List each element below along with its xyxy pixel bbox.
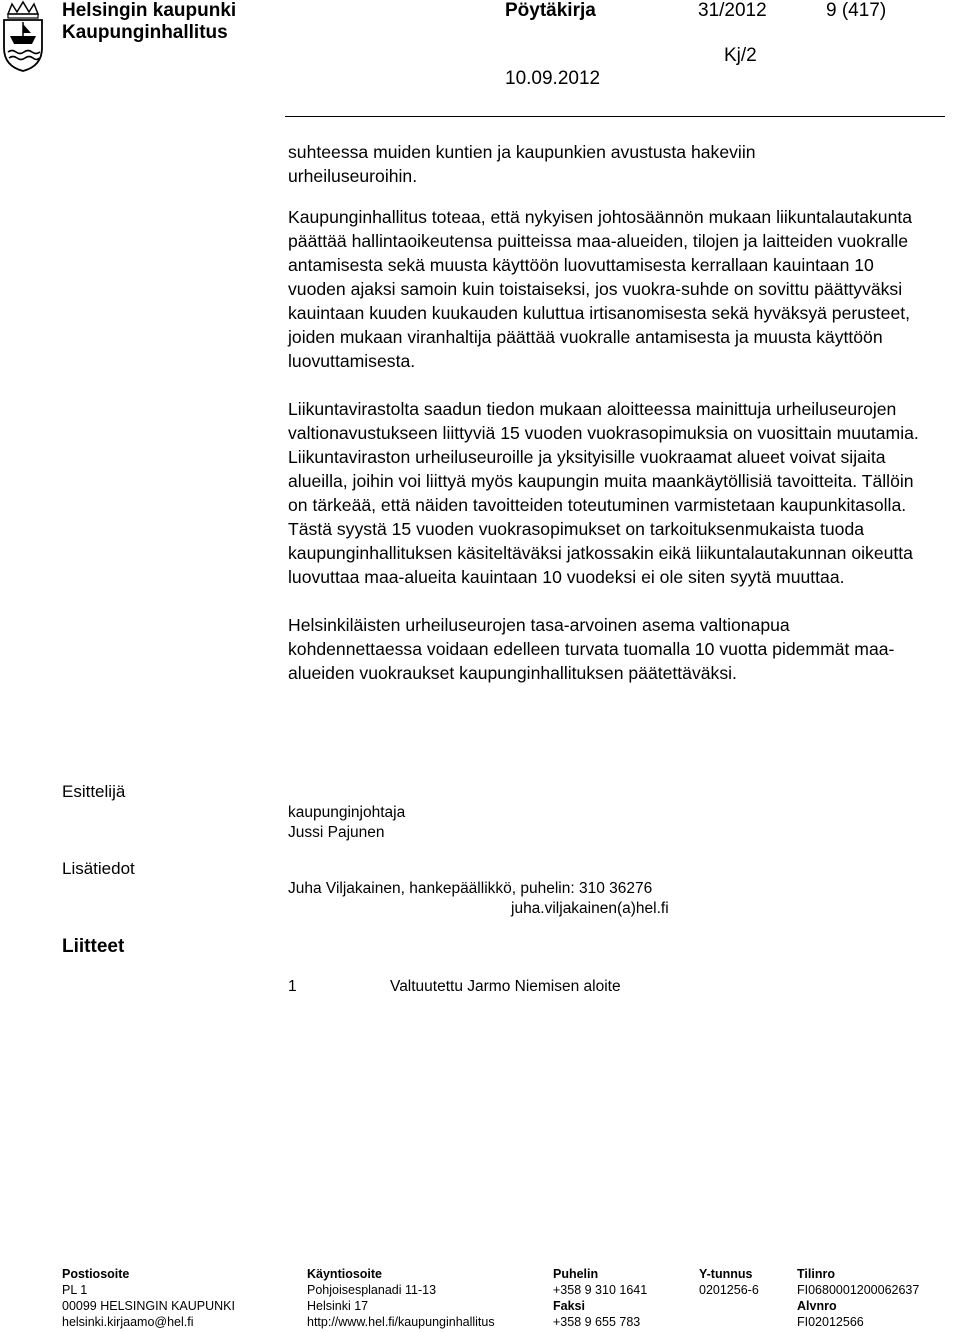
attachment-number: 1 (288, 978, 297, 995)
footer-account (797, 1266, 919, 1330)
footer-phone-number: +358 9 310 1641 (553, 1283, 648, 1297)
footer-vat-heading: Alvnro (797, 1299, 837, 1313)
footer-phone (553, 1266, 647, 1330)
footer-phone-heading: Puhelin (553, 1267, 599, 1281)
footer-postal (62, 1266, 235, 1330)
doc-type: Pöytäkirja (505, 0, 596, 21)
paragraph-2: Kaupunginhallitus toteaa, että nykyisen johtosäännön mukaan liikuntalautakunta päättää hallintaoikeutensa puitteissa maa-alueiden, tilojen ja laitteiden vuokralle antamisesta sekä muusta käyttöön luovuttamisesta kerrallaan kauintaan 10 vuoden ajaksi samoin kuin toistaiseksi, jos vuokra-suhde on sovittu päättyväksi kauintaan kuuden kuukauden kuluttua irtisanomisesta sekä hyväksyä perusteet, joiden mukaan viranhaltija päättää vuokralle antamisesta ja muusta käyttöön luovuttamisesta. (288, 207, 913, 371)
footer-account-heading: Tilinro (797, 1267, 835, 1281)
footer-ytunnus-heading: Y-tunnus (699, 1267, 753, 1281)
helsinki-coat-of-arms-icon (0, 0, 46, 72)
footer-postal-heading: Postiosoite (62, 1267, 130, 1281)
paragraph-1: suhteessa muiden kuntien ja kaupunkien avustusta hakeviin urheiluseuroihin. (288, 142, 756, 186)
footer-visit-heading: Käyntiosoite (307, 1267, 383, 1281)
footer-visit (307, 1266, 495, 1330)
meeting-date: 10.09.2012 (505, 68, 601, 89)
footer-account-number: FI0680001200062637 (797, 1283, 920, 1297)
body-name: Kaupunginhallitus (62, 22, 228, 43)
page-number: 9 (417) (826, 0, 887, 21)
footer-postal-email[interactable]: helsinki.kirjaamo@hel.fi (62, 1315, 194, 1329)
section-id: Kj/2 (724, 45, 757, 66)
footer-visit-line2: Helsinki 17 (307, 1299, 369, 1313)
footer-ytunnus (699, 1266, 759, 1298)
doc-number: 31/2012 (698, 0, 767, 21)
footer-visit-url[interactable]: http://www.hel.fi/kaupunginhallitus (307, 1315, 495, 1329)
attachment-title[interactable]: Valtuutettu Jarmo Niemisen aloite (390, 978, 621, 995)
body-text (288, 140, 948, 685)
footer-visit-line1: Pohjoisesplanadi 11-13 (307, 1283, 437, 1297)
footer-fax-number: +358 9 655 783 (553, 1315, 641, 1329)
info-label: Lisätiedot (62, 859, 135, 878)
attachments-label: Liitteet (62, 936, 125, 957)
org-name: Helsingin kaupunki (62, 0, 237, 21)
footer-fax-heading: Faksi (553, 1299, 585, 1313)
info-email[interactable]: juha.viljakainen(a)hel.fi (511, 900, 669, 917)
footer-postal-line2: 00099 HELSINGIN KAUPUNKI (62, 1299, 235, 1313)
paragraph-4: Helsinkiläisten urheiluseurojen tasa-arvoinen asema valtionapua kohdennettaessa voidaan edelleen turvata tuomalla 10 vuotta pidemmät maa-alueiden vuokraukset kaupunginhallituksen päätettäväksi. (288, 615, 895, 683)
presenter-title: kaupunginjohtaja (288, 804, 406, 821)
presenter-name: Jussi Pajunen (288, 824, 385, 841)
presenter-label: Esittelijä (62, 782, 126, 801)
info-contact: Juha Viljakainen, hankepäällikkö, puhelin: 310 36276 (288, 880, 653, 897)
footer-vat-number: FI02012566 (797, 1315, 864, 1329)
footer-ytunnus-value: 0201256-6 (699, 1283, 759, 1297)
header-rule (285, 116, 945, 117)
footer-postal-line1: PL 1 (62, 1283, 88, 1297)
paragraph-3: Liikuntavirastolta saadun tiedon mukaan aloitteessa mainittuja urheiluseurojen valtionavustukseen liittyviä 15 vuoden vuokrasopimuksia on vuosittain muutamia. Liikuntaviraston urheiluseuroille ja yksityisille vuokraamat alueet voivat sijaita alueilla, joihin voi liittyä myös kaupungin muita maankäytöllisiä tavoitteita. Tällöin on tärkeää, että näiden tavoitteiden toteutuminen varmistetaan kaupunkitasolla. Tästä syystä 15 vuoden vuokrasopimukset on tarkoituksenmukaista tuoda kaupunginhallituksen käsiteltäväksi jatkossakin eikä liikuntalautakunnan oikeutta luovuttaa maa-alueita kauintaan 10 vuodeksi ei ole siten syytä muuttaa. (288, 399, 919, 587)
